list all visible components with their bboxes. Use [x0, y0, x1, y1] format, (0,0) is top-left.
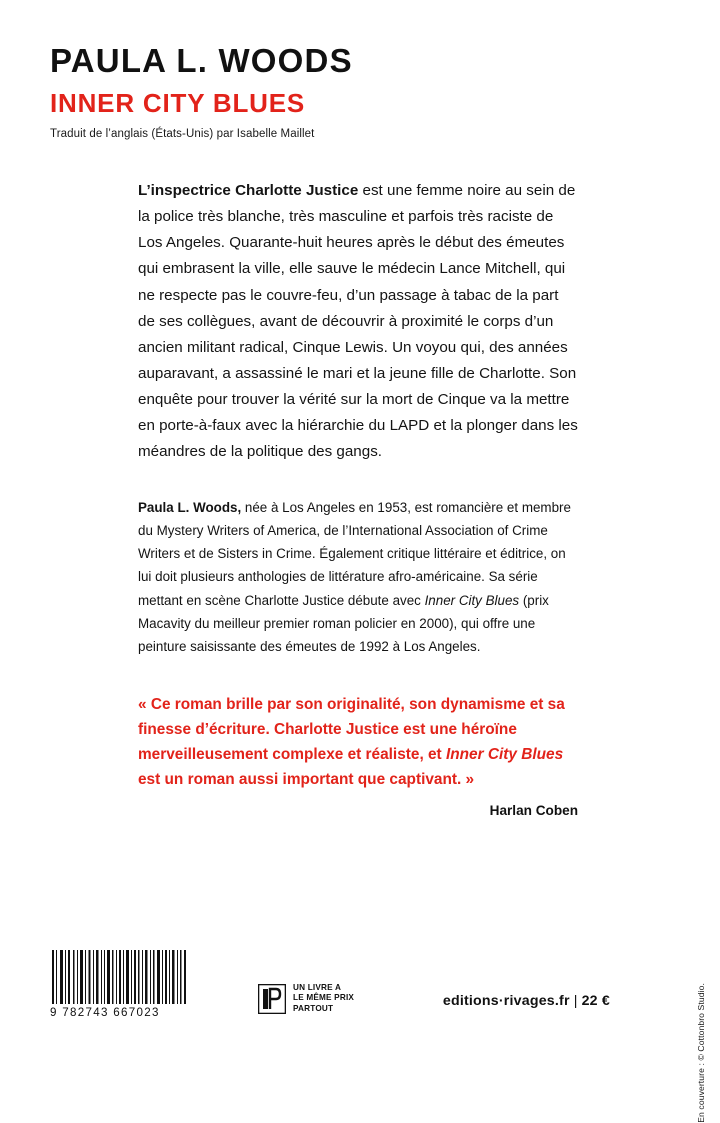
- quote-part1: « Ce roman brille par son originalité, son dynamisme et sa finesse d’écriture. Charlotte Justice est une héroïne merveilleusement complexe et réaliste, et: [138, 695, 565, 763]
- price-label: 22 €: [581, 993, 610, 1009]
- publisher-website[interactable]: editions·rivages.fr: [442, 993, 570, 1009]
- prix-unique-line2: LE MÊME PRIX: [293, 993, 355, 1003]
- prix-unique-text: [293, 983, 354, 1015]
- quote-book-title: Inner City Blues: [445, 745, 564, 763]
- barcode-number: 9 782743 667023: [50, 1006, 160, 1019]
- bio-book-title: Inner City Blues: [424, 592, 520, 608]
- quote-part2: est un roman aussi important que captivant. »: [138, 770, 475, 788]
- translator-credit: Traduit de l’anglais (États-Unis) par Isabelle Maillet: [50, 127, 315, 140]
- prix-unique-line3: PARTOUT: [293, 1004, 334, 1014]
- review-quote: [138, 693, 578, 793]
- cover-footer: [0, 925, 720, 1045]
- cover-header: [50, 44, 610, 140]
- prix-unique-line1: UN LIVRE A: [293, 982, 342, 992]
- bio-text-part2: (prix Macavity du meilleur premier roman policier en 2000), qui offre une peinture saisissante des émeutes de 1992 à Los Angeles.: [138, 592, 549, 655]
- bio-text-part1: née à Los Angeles en 1953, est romancière et membre du Mystery Writers of America, de l’International Association of Crime Writers et de Sisters in Crime. Également critique littéraire et éditrice, on lui doit plusieurs anthologies de littérature afro-américaine. Sa série mettant en scène Charlotte Justice débute avec: [138, 499, 571, 608]
- publisher-separator: |: [573, 993, 578, 1009]
- author-bio: [138, 496, 578, 659]
- barcode-image: [50, 950, 188, 1004]
- book-price-icon: [258, 984, 286, 1014]
- blurb-body: est une femme noire au sein de la police très blanche, très masculine et parfois très raciste de Los Angeles. Quarante-huit heures après le début des émeutes qui embrasent la ville, elle sauve le médecin Lance Mitchell, qui ne respecte pas le couvre-feu, d’un passage à tabac de la part de ses collègues, avant de découvrir à proximité le corps d’un ancien militant radical, Cinque Lewis. Un voyou qui, des années auparavant, a assassiné le mari et la jeune fille de Charlotte. Son enquête pour trouver la vérité sur la mort de Cinque va la mettre en porte-à-faux avec la hiérarchie du LAPD et la plonger dans les méandres de la politique des gangs.: [138, 182, 578, 461]
- cover-photo-credit: En couverture : © Cottonbro Studio.: [696, 983, 706, 1123]
- book-title: INNER CITY BLUES: [50, 87, 306, 118]
- bio-author-name: Paula L. Woods,: [138, 499, 242, 515]
- author-name: PAULA L. WOODS: [50, 42, 353, 79]
- publisher-block: [443, 993, 610, 1009]
- quote-attribution: Harlan Coben: [489, 802, 578, 818]
- blurb-paragraph: [138, 178, 578, 466]
- blurb-lead: L’inspectrice Charlotte Justice: [138, 182, 359, 199]
- barcode-block: [50, 950, 190, 1019]
- cover-content: [138, 178, 578, 818]
- prix-unique-block: [258, 983, 354, 1015]
